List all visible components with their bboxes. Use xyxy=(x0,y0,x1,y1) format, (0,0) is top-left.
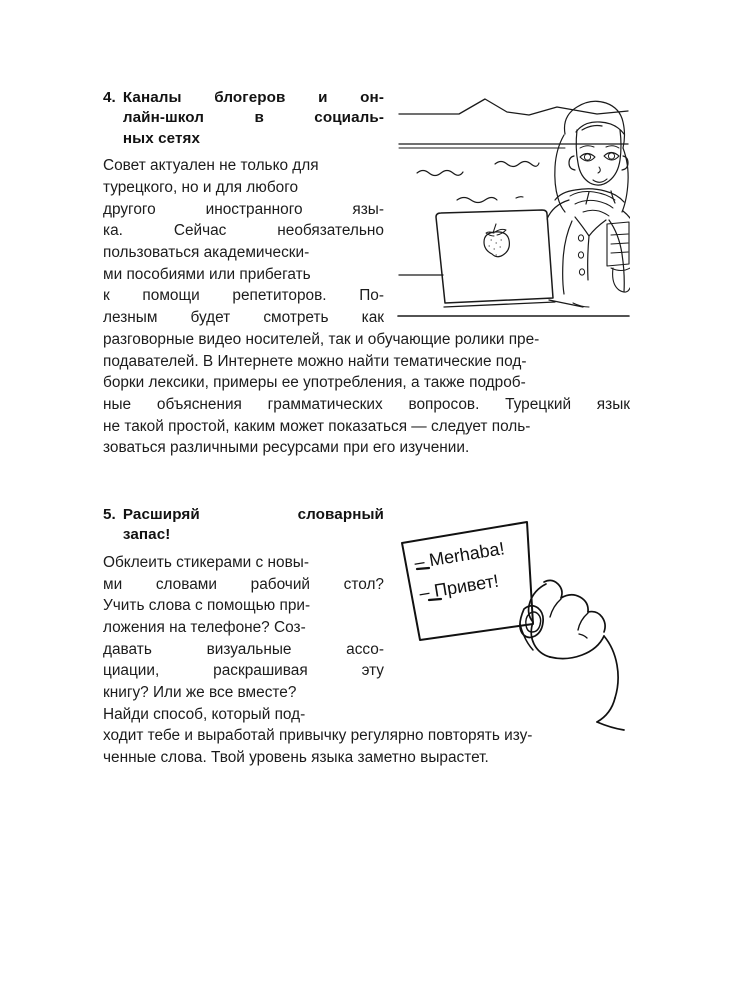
text-line: ми словами рабочий стол? xyxy=(103,575,384,593)
text-line: книгу? Или же все вместе? xyxy=(103,684,297,702)
text-line: к помощи репетиторов. По- xyxy=(103,287,384,305)
card-text-line-russian: – Привет! xyxy=(417,570,501,604)
text-line: ходит тебе и выработай привычку регулярно повторять изу- xyxy=(103,727,533,745)
hand-outline xyxy=(520,580,624,730)
text-line: ка. Сейчас необязательно xyxy=(103,222,384,240)
text-line: ложения на телефоне? Соз- xyxy=(103,618,306,636)
text-line: пользоваться академически- xyxy=(103,244,310,262)
text-line: ми пособиями или прибегать xyxy=(103,265,311,283)
girl-figure xyxy=(547,101,630,294)
section-4-number: 4. xyxy=(103,89,116,106)
text-line: турецкого, но и для любого xyxy=(103,178,299,196)
text-line: ные объяснения грамматических вопросов. Турецкий язык xyxy=(103,395,630,413)
section-4-heading xyxy=(103,88,384,149)
text-line: давать визуальные ассо- xyxy=(103,640,384,658)
water-ripple-icon xyxy=(417,162,539,203)
text-line: зоваться различными ресурсами при его изучении. xyxy=(103,439,470,457)
section-5-narrow-text xyxy=(103,552,384,726)
text-line: циации, раскрашивая эту xyxy=(103,662,384,680)
strawberry-sticker-icon xyxy=(484,224,509,257)
section-4-narrow-text xyxy=(103,155,384,329)
section-4-heading-line-2: лайн-школ в социаль- xyxy=(122,109,384,127)
section-4-heading-line-1: Каналы блогеров и он- xyxy=(122,89,384,106)
girl-with-laptop-illustration xyxy=(397,88,630,328)
text-line: Учить слова с помощью при- xyxy=(103,597,311,615)
card-text-line-turkish: – Merhaba! xyxy=(412,538,506,573)
section-5-number: 5. xyxy=(103,506,116,523)
text-line: не такой простой, каким может показаться — следует поль- xyxy=(103,417,531,435)
hand-holding-card-illustration xyxy=(396,512,632,734)
horizon-lines xyxy=(398,99,629,316)
text-line: Обклеить стикерами с новы- xyxy=(103,553,309,571)
section-5-heading-line-2: запас! xyxy=(122,526,171,544)
text-line: лезным будет смотреть как xyxy=(103,309,384,327)
text-line: разговорные видео носителей, так и обучающие ролики пре- xyxy=(103,330,540,348)
section-4-wide-text xyxy=(103,329,630,459)
section-5-heading xyxy=(103,505,384,546)
laptop-icon xyxy=(436,210,589,307)
text-line: борки лексики, примеры ее употребления, а также подроб- xyxy=(103,374,526,392)
text-line: Найди способ, который под- xyxy=(103,705,306,723)
text-line: ченные слова. Твой уровень языка заметно вырастет. xyxy=(103,749,489,767)
section-4-heading-line-3: ных сетях xyxy=(122,129,201,147)
section-5-heading-line-1: Расширяй словарный xyxy=(122,506,384,523)
text-line: Совет актуален не только для xyxy=(103,157,319,175)
text-line: другого иностранного язы- xyxy=(103,200,384,218)
text-line: подавателей. В Интернете можно найти тематические под- xyxy=(103,352,527,370)
